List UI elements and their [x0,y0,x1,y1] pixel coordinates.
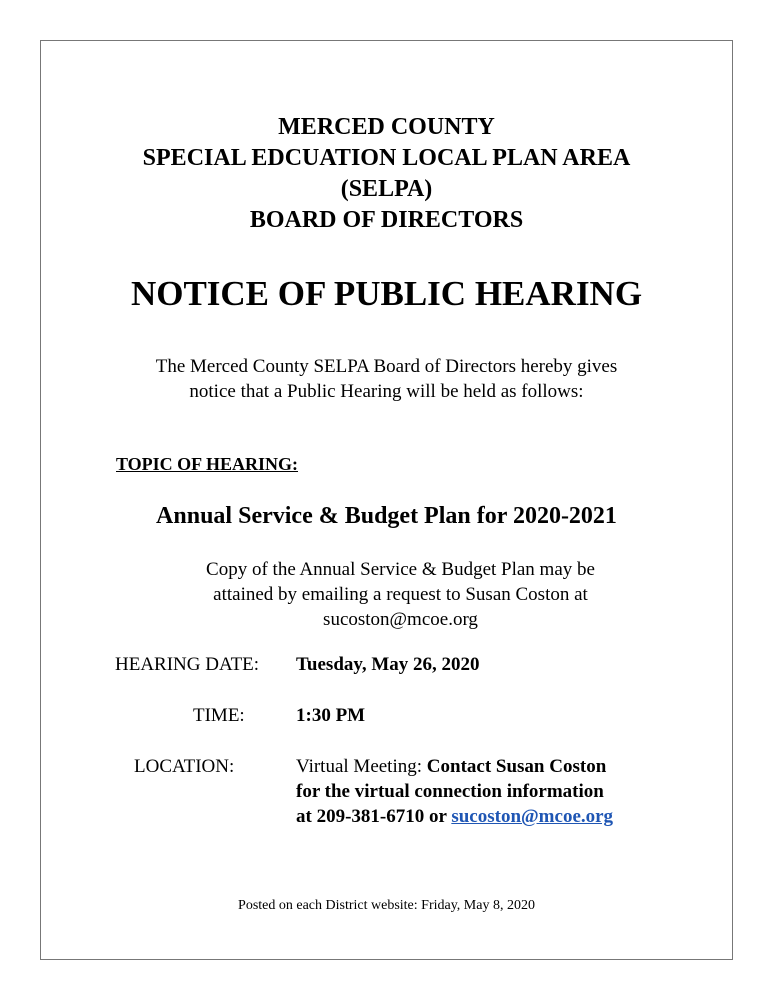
heading-line-board: BOARD OF DIRECTORS [249,207,524,233]
heading-line-county: MERCED COUNTY [278,114,495,140]
copy-line-3: sucoston@mcoe.org [323,609,478,630]
posted-notice: Posted on each District website: Friday, May 8, 2020 [238,898,535,913]
copy-request-text [0,557,773,632]
location-value [296,754,613,829]
plan-title: Annual Service & Budget Plan for 2020-2021 [156,503,617,529]
location-prefix: Virtual Meeting: [296,756,427,777]
location-phone: at 209-381-6710 or [296,806,452,827]
location-line-2-text: for the virtual connection information [296,781,604,802]
location-line-1 [296,754,613,779]
intro-line-2: notice that a Public Hearing will be held as follows: [189,381,584,402]
hearing-date-value: Tuesday, May 26, 2020 [296,654,480,675]
topic-label: TOPIC OF HEARING: [116,454,299,474]
intro-paragraph [0,354,773,404]
time-value: 1:30 PM [296,705,366,726]
hearing-date-label: HEARING DATE: [115,654,260,675]
notice-title: NOTICE OF PUBLIC HEARING [130,274,643,313]
location-line-2 [296,779,613,804]
location-label: LOCATION: [134,756,235,777]
intro-line-1: The Merced County SELPA Board of Directors hereby gives [155,356,618,377]
location-line-3 [296,804,613,829]
copy-line-1: Copy of the Annual Service & Budget Plan may be [206,559,595,580]
copy-line-2: attained by emailing a request to Susan Coston at [213,584,588,605]
email-link[interactable]: sucoston@mcoe.org [451,806,614,827]
heading-line-selpa-full: SPECIAL EDCUATION LOCAL PLAN AREA [142,145,631,171]
organization-heading [0,112,773,236]
time-label: TIME: [193,705,245,726]
location-contact: Contact Susan Coston [426,756,607,777]
heading-line-selpa-abbr: (SELPA) [340,176,433,202]
